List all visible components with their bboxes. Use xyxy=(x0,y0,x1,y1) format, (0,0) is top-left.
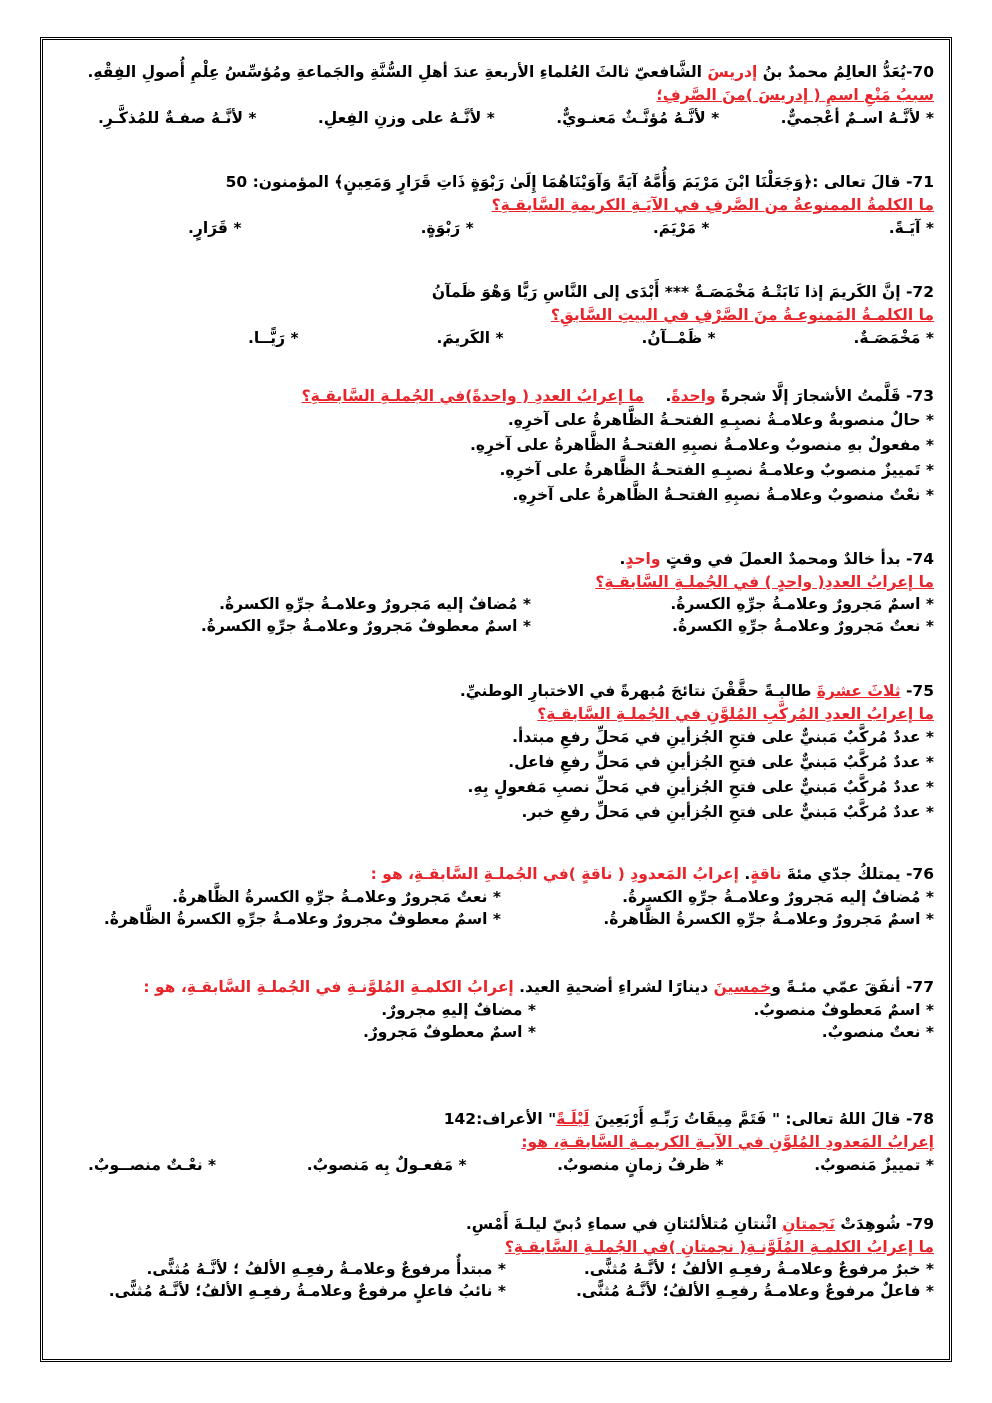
option-a[interactable]: * اسمٌ مَعطوفٌ منصوبٌ. xyxy=(753,1001,934,1019)
option-a[interactable]: * مَخْمَصَـةٌ. xyxy=(853,329,934,347)
question-78 xyxy=(58,1107,934,1177)
option-b[interactable]: * مَرْيَمَ. xyxy=(652,219,710,237)
option-a[interactable]: * لأنَّـهُ اسـمٌ أعْجميٌّ. xyxy=(780,109,934,127)
options xyxy=(58,886,934,930)
option-d[interactable]: * لأنَّـهُ صفـةٌ للمُذكَّـرِ. xyxy=(98,109,257,127)
question-prompt: ما إعرابُ الكلمـةِ المُلَوَّنـةِ( نجمتانِ )في الجُملـةِ السَّابقـةِ؟ xyxy=(504,1238,934,1256)
options xyxy=(58,725,934,825)
option-b[interactable]: * مضافٌ إليهِ مجرورٌ. xyxy=(381,1001,536,1019)
options xyxy=(58,326,934,350)
options xyxy=(58,999,934,1043)
option-b[interactable]: * ظرفُ زمانٍ منصوبٌ. xyxy=(557,1156,724,1174)
option-c[interactable]: * فاعلٌ مرفوعٌ وعلامـةُ رفعِـهِ الألفُ؛ لأنَّـهُ مُثنًّى. xyxy=(576,1282,934,1300)
question-prompt: إعرابُ المَعدودِ المُلوَّنِ في الآيـةِ الكريمـةِ السَّابقـةِ، هو: xyxy=(521,1133,934,1151)
option-c[interactable]: * نعتٌ منصوبٌ. xyxy=(821,1023,934,1041)
option-c[interactable]: * الكَريمَ. xyxy=(436,329,504,347)
option-a[interactable]: * تمييزٌ مَنصوبٌ. xyxy=(814,1156,934,1174)
question-77 xyxy=(58,975,934,1043)
option-b[interactable]: * مبتدأٌ مرفوعٌ وعلامـةُ رفعِـهِ الألفُ ؛ لأنَّـهُ مُثنًّى. xyxy=(146,1260,506,1278)
option-c[interactable]: * مَفعـولٌ بِه مَنصوبٌ. xyxy=(306,1156,467,1174)
question-stem: 78- قالَ اللهُ تعالى: " فَتَمَّ مِيقَاتُ رَبِّـهِ أَرْبَعِينَ لَيْلَـةً" الأعراف:142 xyxy=(443,1110,934,1128)
question-stem: 71- قالَ تعالى :﴿وَجَعَلْنَا ابْنَ مَرْيَمَ وَأُمَّهُ آيَةً وَآوَيْنَاهُمَا إِلَىٰ رَبْوَةٍ ذَاتِ قَرَارٍ وَمَعِينٍ﴾ المؤمنون: 50 xyxy=(225,173,934,191)
option-d[interactable]: * اسمٌ معطوفٌ مَجرورٌ وعلامـةُ جرِّهِ الكسرةُ. xyxy=(200,617,531,635)
question-prompt: إعرابُ الكلمـةِ المُلوَّنـةِ في الجُملـةِ السَّابقـةِ، هو : xyxy=(143,978,520,996)
option-c[interactable]: * عددٌ مُركَّبٌ مَبنيٌّ على فتحِ الجُزأينِ في مَحلِّ نصبِ مَفعولٍ بِهِ. xyxy=(467,778,934,796)
option-a[interactable]: * عددٌ مُركَّبٌ مَبنيٌّ على فتحِ الجُزأينِ في مَحلِّ رفعِ مبتدأ. xyxy=(512,728,934,746)
question-71 xyxy=(58,170,934,240)
question-stem: 75- ثلاثَ عشرةَ طالبـةً حقَّقْنَ نتائجَ مُبهرةً في الاختبارِ الوطنيِّ. xyxy=(459,682,934,700)
question-74 xyxy=(58,547,934,637)
option-b[interactable]: * عددٌ مُركَّبٌ مَبنيٌّ على فتحِ الجُزأينِ في مَحلِّ رفعِ فاعل. xyxy=(508,753,934,771)
option-a[interactable]: * اسمٌ مَجرورٌ وعلامـةُ جرِّهِ الكسرةُ. xyxy=(670,595,934,613)
option-a[interactable]: * آيَـةً. xyxy=(888,219,934,237)
question-72 xyxy=(58,280,934,350)
option-a[interactable]: * خبرٌ مرفوعٌ وعلامـةُ رفعِـهِ الألفُ ؛ لأنَّـهُ مُثنًّى. xyxy=(583,1260,934,1278)
option-d[interactable]: * اسمٌ معطوفٌ مجرورٌ وعلامـةُ جرِّهِ الكسرةُ الظَّاهرةُ. xyxy=(103,910,501,928)
options xyxy=(58,106,934,130)
options xyxy=(58,216,934,240)
option-c[interactable]: * رَبْوَةٍ. xyxy=(420,219,474,237)
question-stem: 77- أنفَقَ عمّي مئـةً وخمسينَ دينارًا لشراءِ أضحيةِ العيد. إعرابُ الكلمـةِ المُلوَّنـةِ في الجُملـةِ السَّابقـةِ، هو : xyxy=(143,978,934,996)
options xyxy=(58,1258,934,1302)
option-d[interactable]: * نعْـتٌ منصــوبٌ. xyxy=(88,1156,217,1174)
options xyxy=(58,1153,934,1177)
option-c[interactable]: * اسمٌ مَجرورٌ وعلامـةُ جرِّهِ الكسرةُ الظَّاهرةُ. xyxy=(603,910,934,928)
option-d[interactable]: * رَيًّــا. xyxy=(248,329,299,347)
option-b[interactable]: * ظَمْــآنُ. xyxy=(641,329,716,347)
option-d[interactable]: * نعْتٌ منصوبٌ وعلامـةُ نصبِهِ الفتحـةُ الظَّاهرةُ على آخرِهِ. xyxy=(512,486,934,504)
option-c[interactable]: * نعتٌ مَجرورٌ وعلامـةُ جرِّهِ الكسرةُ. xyxy=(672,617,934,635)
question-70 xyxy=(58,60,934,130)
question-stem: 72- إنَّ الكَريمَ إذا نَابَتْـهُ مَخْمَصَـةٌ *** أَبْدَى إلى النَّاسِ رَيًّا وَهْوَ ظَمآنُ xyxy=(431,283,934,301)
question-prompt: ما إعرابُ العددِ ( واحدةً)في الجُملـةِ السَّابقـةِ؟ xyxy=(301,387,644,405)
question-stem: 70-يُعَدُّ العالِمُ محمدٌ بنُ إدريسَ الشَّافعيّ ثالثَ العُلماءِ الأربعةِ عندَ أهلِ السُّنَّةِ والجَماعةِ ومُؤسِّسُ عِلْمِ أُصولِ الفِقْهِ. xyxy=(87,63,934,81)
question-prompt: ما الكلمـةُ المَمنوعـةُ منَ الصَّرْفِ في البيتِ السَّابقِ؟ xyxy=(550,306,934,324)
option-a[interactable]: * حالٌ منصوبةٌ وعلامـةُ نصبِـهِ الفتحـةُ الظَّاهرةُ على آخرِهِ. xyxy=(507,411,934,429)
question-79 xyxy=(58,1212,934,1302)
option-d[interactable]: * قَرَارٍ. xyxy=(188,219,242,237)
option-b[interactable]: * مُضافٌ إليه مَجرورٌ وعلامـةُ جرِّهِ الكسرةُ. xyxy=(219,595,531,613)
option-b[interactable]: * نعتٌ مَجرورٌ وعلامـةُ جرِّهِ الكسرةُ الظَّاهرةُ. xyxy=(172,888,501,906)
question-stem: 73- قَلَّمتُ الأشجارَ إلَّا شجرةً واحدةً. ما إعرابُ العددِ ( واحدةً)في الجُملـةِ السَّابقـةِ؟ xyxy=(301,387,934,405)
question-stem: 76- يمتلكُ جدّي مئةَ ناقةٍ. إعرابُ المَعدودِ ( ناقةٍ )في الجُملـةِ السَّابقـةِ، هو : xyxy=(370,865,934,883)
question-prompt: إعرابُ المَعدودِ ( ناقةٍ )في الجُملـةِ السَّابقـةِ، هو : xyxy=(370,865,745,883)
question-prompt: ما إعرابُ العددِ المُركَّبِ المُلوَّنِ في الجُملـةِ السَّابقـةِ؟ xyxy=(537,705,934,723)
question-73 xyxy=(58,384,934,508)
question-prompt: ما الكلمةُ الممنوعةُ من الصَّرفِ في الآيَـةِ الكريمةِ السَّابقـةِ؟ xyxy=(491,196,934,214)
options xyxy=(58,593,934,637)
question-75 xyxy=(58,679,934,825)
option-d[interactable]: * عددٌ مُركَّبٌ مَبنيٌّ على فتحِ الجُزأينِ في مَحلِّ رفعِ خبر. xyxy=(521,803,934,821)
options xyxy=(58,408,934,508)
question-stem: 74- بدأ خالدٌ ومحمدٌ العملَ في وقتٍ واحدٍ. xyxy=(619,550,934,568)
option-c[interactable]: * تَمييزٌ منصوبٌ وعلامـةُ نصبِـهِ الفتحـةُ الظَّاهرةُ على آخرِهِ. xyxy=(499,461,934,479)
question-prompt: سببُ مَنْعِ اسمِ ( إدريسَ )منَ الصَّرفِ؛ xyxy=(656,86,934,104)
question-prompt: ما إعرابُ العددِ( واحدٍ ) في الجُملـةِ السَّابقـةِ؟ xyxy=(595,573,934,591)
question-76 xyxy=(58,862,934,930)
option-b[interactable]: * مفعولٌ بهِ منصوبٌ وعلامـةُ نصبِهِ الفتحـةُ الظَّاهرةُ على آخرِهِ. xyxy=(470,436,934,454)
option-d[interactable]: * اسمٌ معطوفٌ مَجرورٌ. xyxy=(362,1023,536,1041)
option-c[interactable]: * لأنَّـهُ على وزنِ الفِعلِ. xyxy=(317,109,495,127)
option-d[interactable]: * نائبُ فاعلٍ مرفوعٌ وعلامـةُ رفعِـهِ الألفُ؛ لأنَّـهُ مُثنًّى. xyxy=(108,1282,506,1300)
option-b[interactable]: * لأنَّـهُ مُؤنَّـثٌ مَعنـويٌّ. xyxy=(556,109,720,127)
question-stem: 79- شُوهِدَتْ نَجمتانِ اثْنتانِ مُتلألئتانِ في سماءِ دُبيّ ليلـةَ أَمْسِ. xyxy=(465,1215,934,1233)
option-a[interactable]: * مُضافٌ إليه مَجرورٌ وعلامـةُ جرِّهِ الكسرةُ. xyxy=(622,888,934,906)
